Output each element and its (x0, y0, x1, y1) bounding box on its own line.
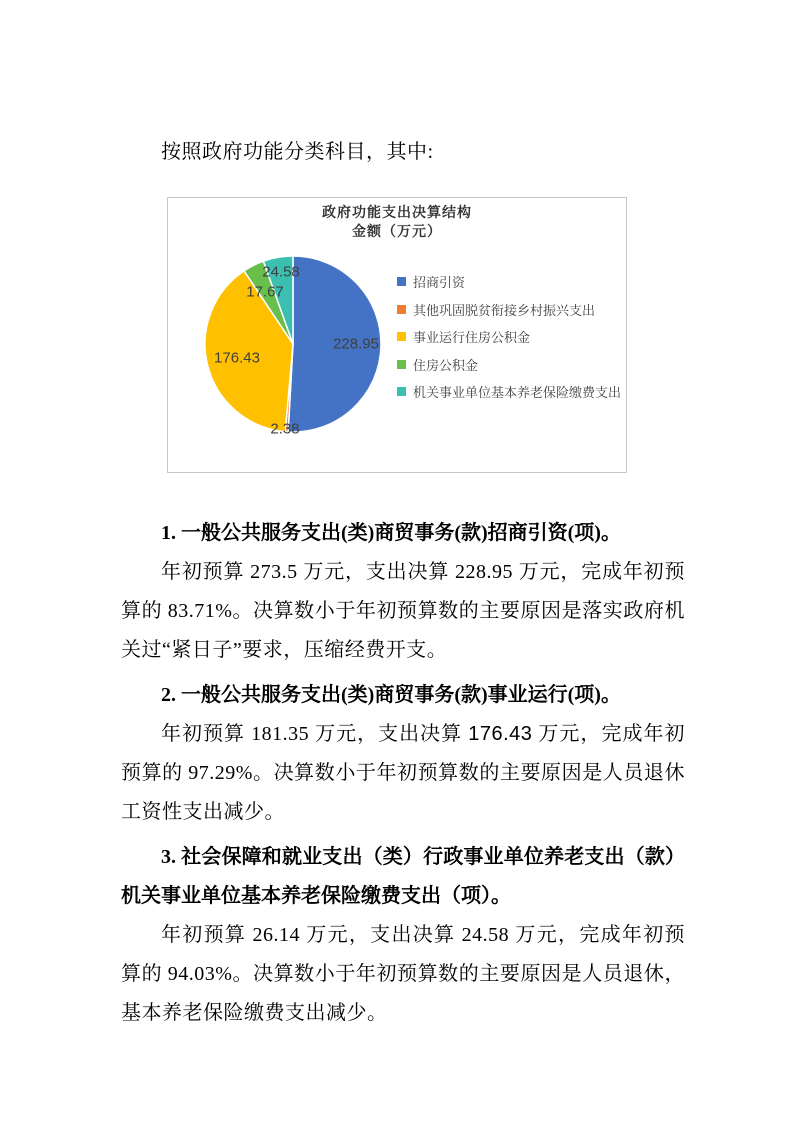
pie-data-label-4: 24.58 (262, 263, 300, 281)
legend-label: 其他巩固脱贫衔接乡村振兴支出 (413, 302, 596, 318)
legend-item (397, 296, 621, 324)
chart-title (168, 204, 626, 242)
legend-marker (397, 305, 406, 314)
legend-marker (397, 332, 406, 341)
paragraph-heading-1: 1. 一般公共服务支出(类)商贸事务(款)招商引资(项)。 (161, 522, 621, 544)
chart-legend (397, 268, 621, 406)
legend-item (397, 323, 621, 351)
legend-item (397, 268, 621, 296)
legend-label: 机关事业单位基本养老保险缴费支出 (413, 385, 622, 401)
paragraph-heading-2: 2. 一般公共服务支出(类)商贸事务(款)事业运行(项)。 (161, 684, 621, 706)
intro-text: 按照政府功能分类科目，其中: (161, 141, 434, 163)
legend-item (397, 351, 621, 379)
body-text (121, 514, 685, 1033)
chart-title-line2: 金额（万元） (352, 225, 442, 240)
legend-label: 住房公积金 (413, 357, 479, 373)
legend-marker (397, 277, 406, 286)
paragraph-2-highlight-value: 176.43 (468, 723, 533, 745)
paragraph-text-1: 年初预算 273.5 万元，支出决算 228.95 万元，完成年初预算的 83.71%。决算数小于年初预算数的主要原因是落实政府机关过“紧日子”要求，压缩经费开支。 (121, 561, 685, 661)
pie-data-label-2: 176.43 (214, 349, 260, 367)
pie-data-label-1: 2.38 (270, 420, 300, 438)
paragraph-2-text-pre: 年初预算 181.35 万元，支出决算 (161, 723, 469, 745)
legend-label: 事业运行住房公积金 (413, 330, 531, 346)
legend-label: 招商引资 (413, 275, 466, 291)
pie-data-label-3: 17.67 (246, 283, 284, 301)
legend-item (397, 378, 621, 406)
paragraph-2-text-post: 万元，完成年初预算的 97.29%。决算数小于年初预算数的主要原因是人员退休工资性支出减少。 (121, 723, 685, 823)
paragraph-heading-3: 3. 社会保障和就业支出（类）行政事业单位养老支出（款）机关事业单位基本养老保险缴费支出（项）。 (121, 846, 685, 907)
paragraph-text-3: 年初预算 26.14 万元，支出决算 24.58 万元，完成年初预算的 94.03%。决算数小于年初预算数的主要原因是人员退休，基本养老保险缴费支出减少。 (121, 924, 685, 1024)
chart-title-line1: 政府功能支出决算结构 (322, 206, 472, 221)
paragraph-text-2 (121, 715, 685, 832)
legend-marker (397, 360, 406, 369)
pie-data-label-0: 228.95 (333, 335, 379, 353)
chart-frame (167, 197, 627, 473)
legend-marker (397, 387, 406, 396)
